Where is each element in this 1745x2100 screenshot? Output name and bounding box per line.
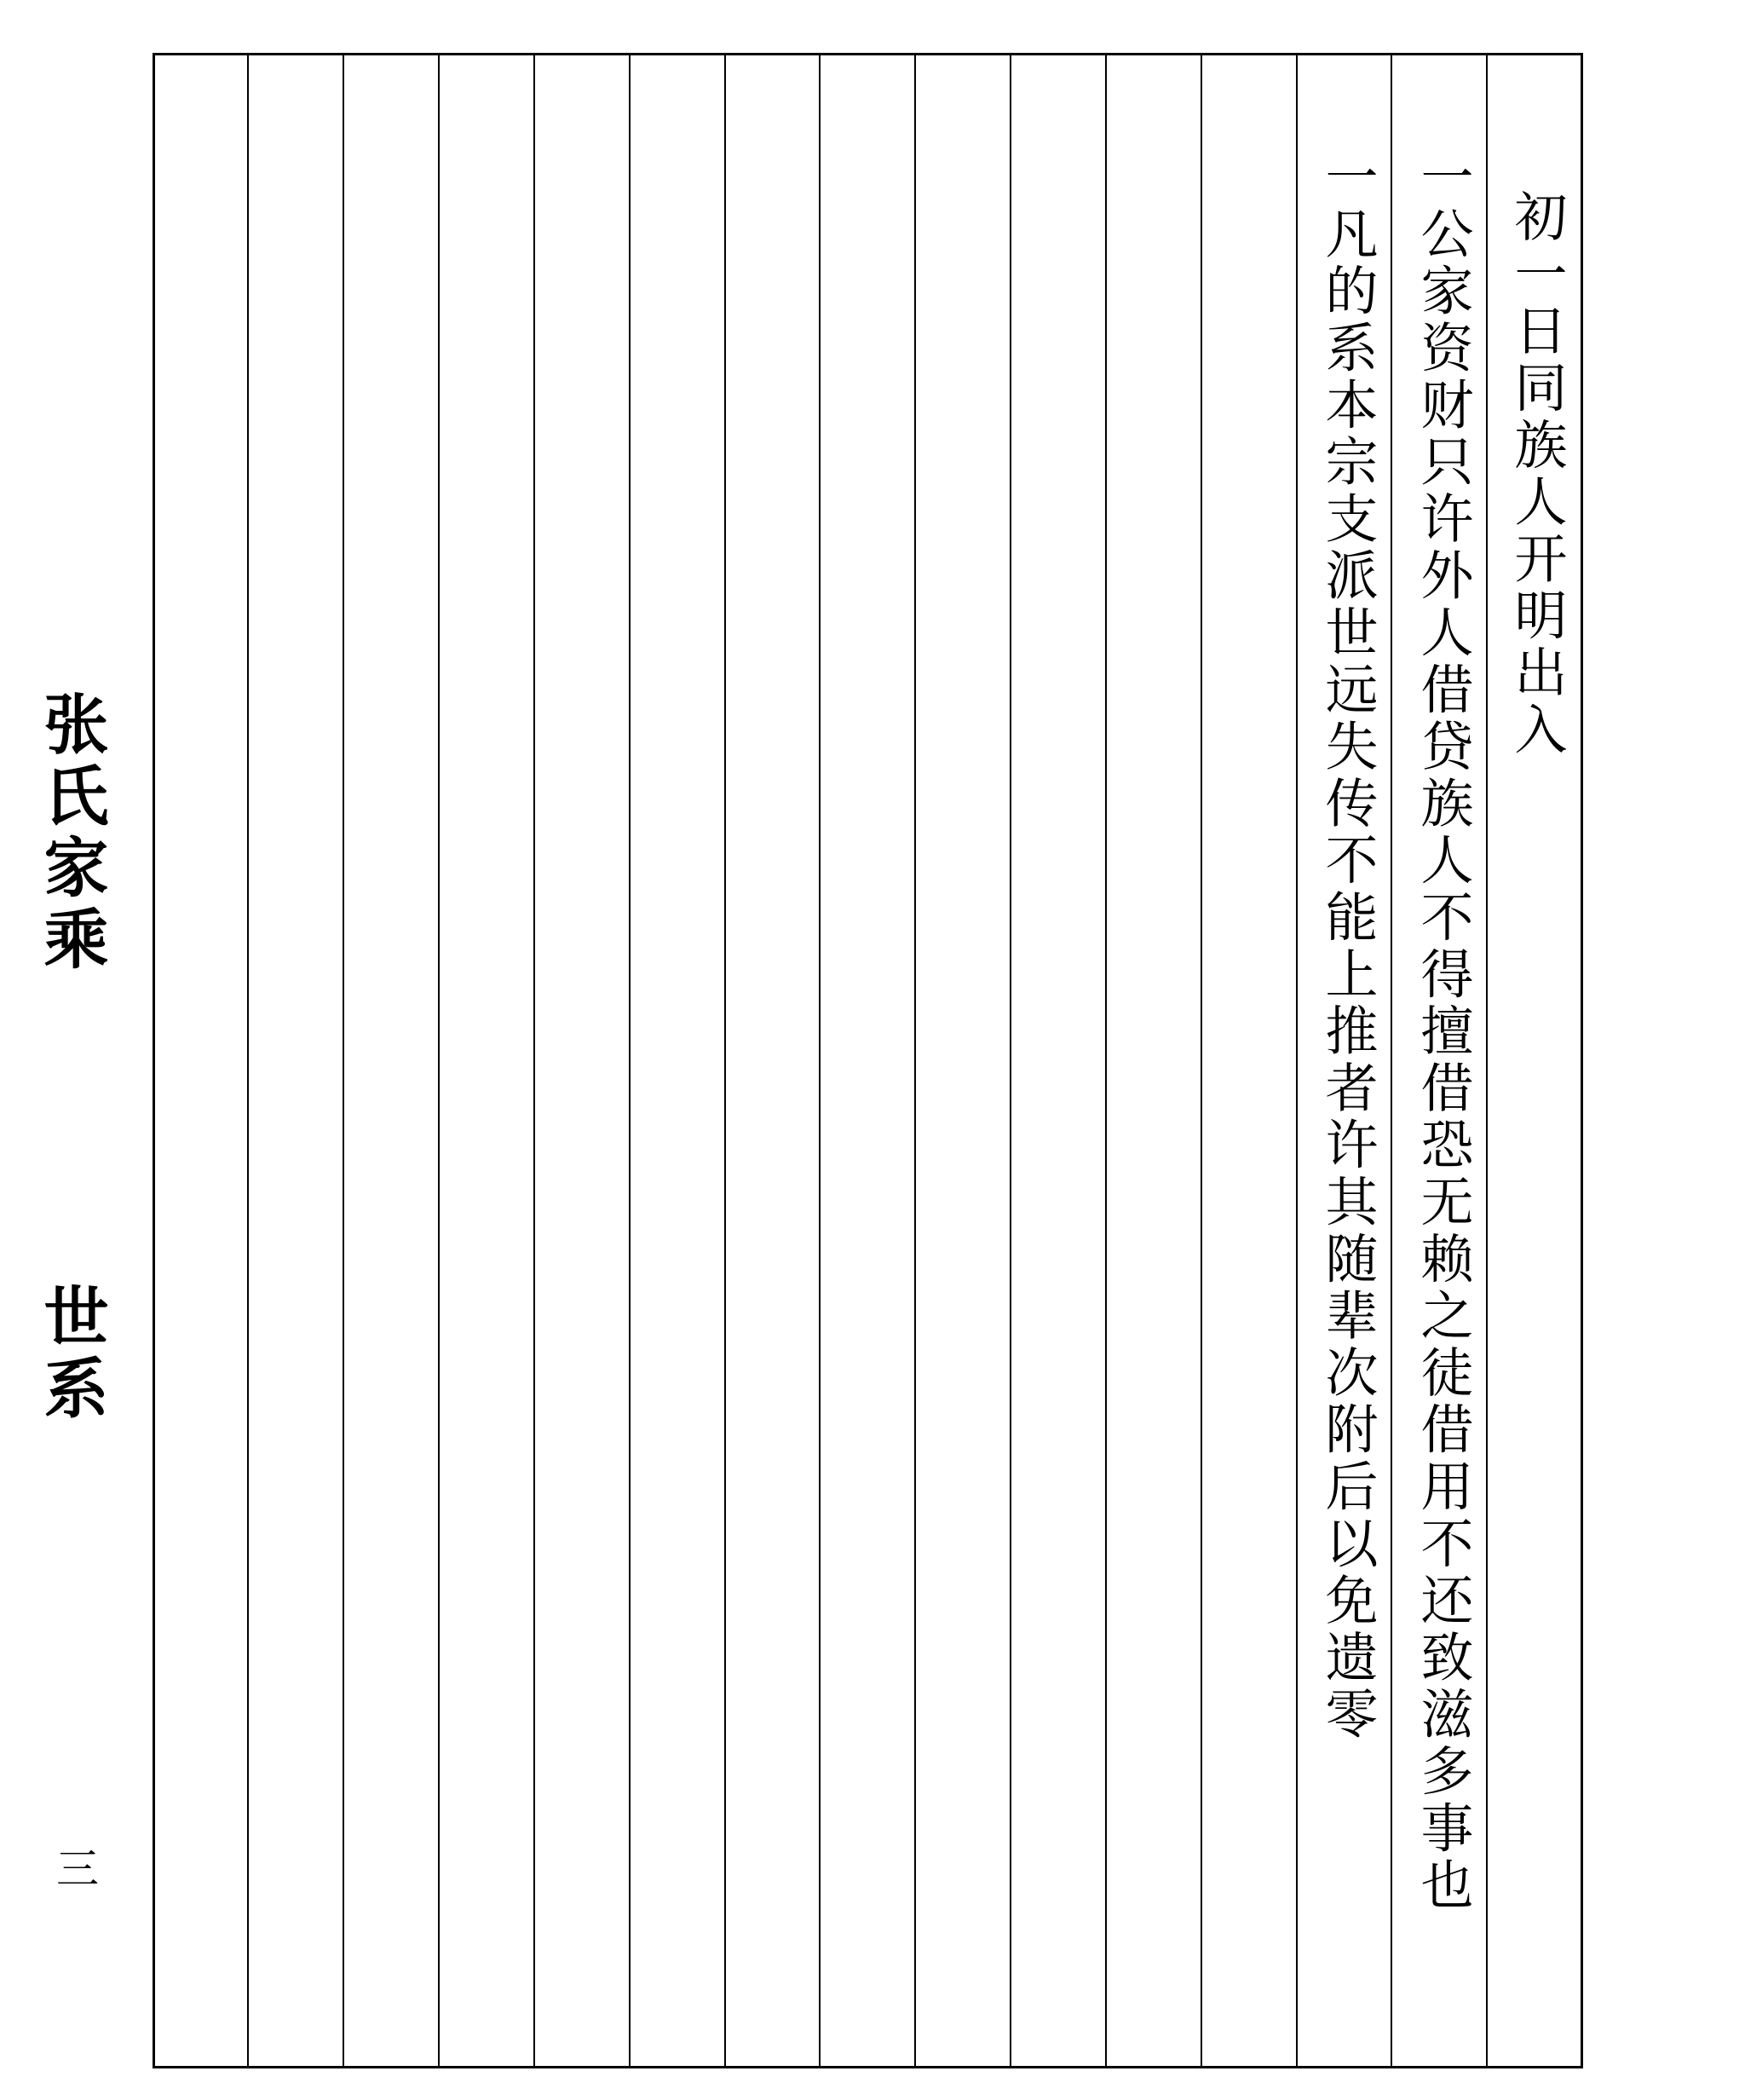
- book-title: 张氏家乘: [33, 690, 109, 977]
- column-rule: [343, 53, 344, 2068]
- text-column-1: 初一日同族人开明出入: [1506, 189, 1568, 759]
- text-column-3: 一凡的系本宗支派世远失传不能上推者许其随辈次附后以免遗零: [1316, 149, 1379, 1744]
- column-rule: [1391, 53, 1392, 2068]
- column-rule: [438, 53, 440, 2068]
- column-rule: [724, 53, 726, 2068]
- page-number: 三: [56, 1844, 99, 1894]
- column-rule: [247, 53, 249, 2068]
- column-rule: [1296, 53, 1298, 2068]
- column-rule: [914, 53, 916, 2068]
- column-rule: [1010, 53, 1011, 2068]
- section-title: 世系: [33, 1283, 109, 1426]
- column-rule: [1486, 53, 1488, 2068]
- column-rule: [819, 53, 821, 2068]
- column-rule: [1105, 53, 1107, 2068]
- text-column-2: 一公家资财只许外人借贷族人不得擅借恐无赖之徒借用不还致滋多事也: [1412, 149, 1474, 1914]
- column-rule: [533, 53, 535, 2068]
- column-rule: [1201, 53, 1202, 2068]
- column-rule: [629, 53, 631, 2068]
